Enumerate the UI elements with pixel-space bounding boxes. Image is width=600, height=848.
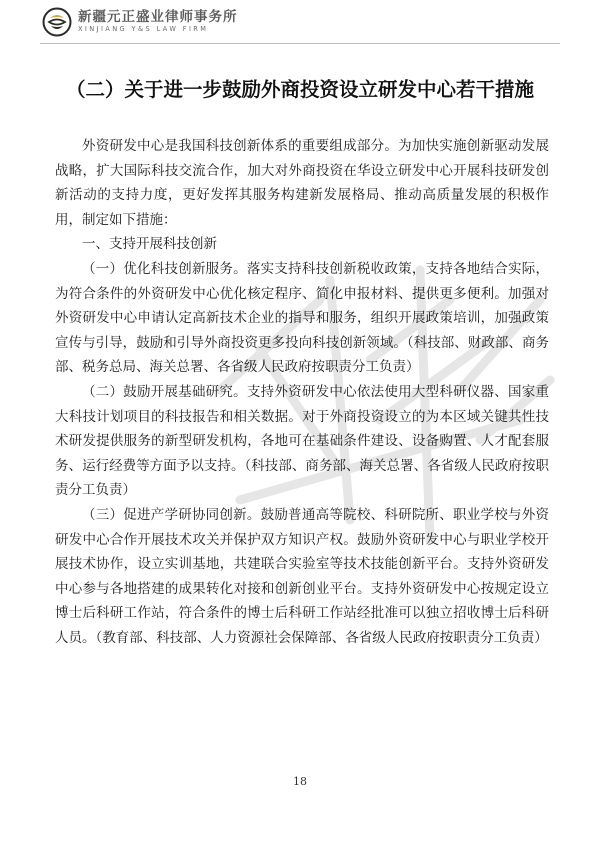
letterhead [42,6,238,38]
document-body [55,134,549,650]
measure-paragraph-3: （三）促进产学研协同创新。鼓励普通高等院校、科研院所、职业学校与外资研发中心合作开展技术攻关并保护双方知识产权。鼓励外资研发中心与职业学校开展技术协作，设立实训基地，共建联合实验室等技术技能创新平台。支持外资研发中心参与各地搭建的成果转化对接和创新创业平台。支持外资研发中心按规定设立博士后科研工作站，符合条件的博士后科研工作站经批准可以独立招收博士后科研人员。（教育部、科技部、人力资源社会保障部、各省级人民政府按职责分工负责） [55,506,549,646]
section-title: （二）关于进一步鼓励外商投资设立研发中心若干措施 [65,78,534,101]
firm-name-english: XINJIANG Y&S LAW FIRM [78,25,209,33]
section-heading: 一、支持开展科技创新 [82,236,217,253]
header-divider [40,43,560,44]
firm-name-chinese: 新疆元正盛业律师事务所 [78,9,238,25]
law-firm-logo-icon [42,7,72,37]
intro-paragraph: 外资研发中心是我国科技创新体系的重要组成部分。为加快实施创新驱动发展战略，扩大国际科技交流合作，加大对外商投资在华设立研发中心开展科技研发创新活动的支持力度，更好发挥其服务构建新发展格局、推动高质量发展的积极作用，制定如下措施： [55,138,549,228]
page-number: 18 [293,775,307,788]
measure-paragraph-2: （二）鼓励开展基础研究。支持外资研发中心依法使用大型科研仪器、国家重大科技计划项目的科技报告和相关数据。对于外商投资设立的为本区域关键共性技术研发提供服务的新型研发机构，各地可在基础条件建设、设备购置、人才配套服务、运行经费等方面予以支持。（科技部、商务部、海关总署、各省级人民政府按职责分工负责） [55,383,549,499]
measure-paragraph-1: （一）优化科技创新服务。落实支持科技创新税收政策，支持各地结合实际，为符合条件的外资研发中心优化核定程序、简化申报材料、提供更多便利。加强对外资研发中心申请认定高新技术企业的指导和服务，组织开展政策培训，加强政策宣传与引导，鼓励和引导外商投资更多投向科技创新领域。（科技部、财政部、商务部、税务总局、海关总署、各省级人民政府按职责分工负责） [55,260,549,376]
firm-name [78,10,238,34]
